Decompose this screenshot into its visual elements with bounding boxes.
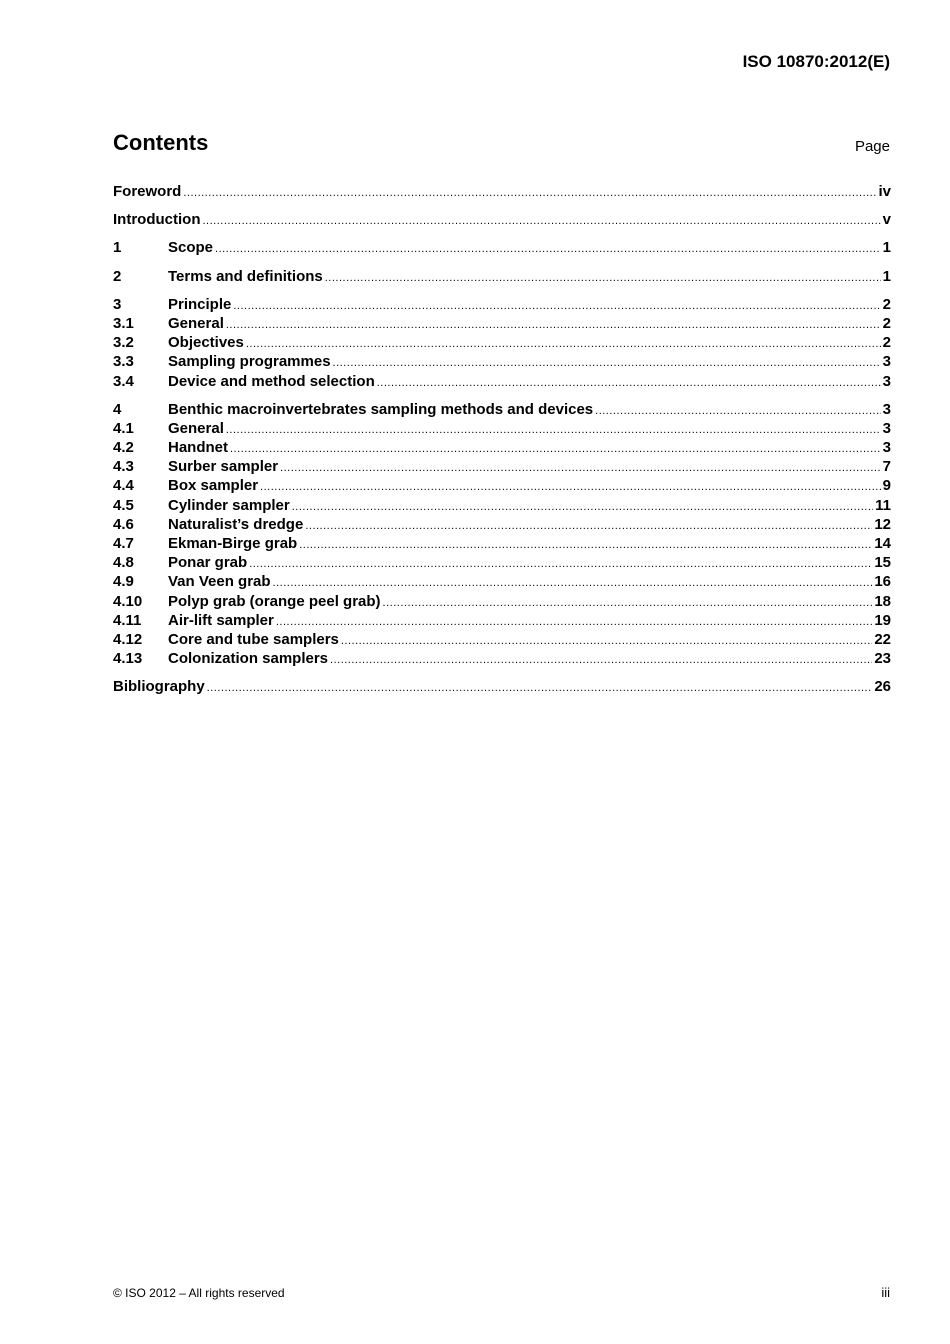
toc-entry-page: 3 (882, 439, 891, 457)
dot-leader (280, 462, 881, 474)
toc-entry-page: iv (878, 183, 891, 200)
dot-leader (249, 558, 872, 570)
toc-entry-number: 1 (113, 239, 122, 257)
dot-leader (383, 597, 873, 609)
toc-entry-page: 9 (882, 477, 891, 495)
dot-leader (207, 682, 873, 694)
toc-entry-label: Van Veen grab (168, 573, 271, 591)
toc-entry-number: 4.3 (113, 458, 134, 476)
toc-entry-page: 16 (874, 573, 891, 591)
dot-leader (246, 338, 881, 350)
toc-entry-label: Objectives (168, 334, 244, 352)
toc-entry-page: 1 (882, 267, 891, 285)
dot-leader (377, 377, 881, 389)
toc-entry-page: 2 (882, 314, 891, 332)
toc-entry-label: Device and method selection (168, 372, 375, 390)
dot-leader (230, 443, 881, 455)
toc-entry-4-13[interactable] (113, 650, 891, 669)
toc-entry-label: Polyp grab (orange peel grab) (168, 592, 381, 610)
toc-entry-label: Benthic macroinvertebrates sampling methods and devices (168, 400, 594, 418)
toc-entry-number: 4.9 (113, 573, 134, 591)
toc-entry-page: v (882, 211, 891, 229)
toc-entry-number: 4.11 (113, 611, 142, 629)
toc-entry-number: 3.4 (113, 372, 134, 390)
toc-entry-page: 3 (882, 419, 891, 437)
toc-entry-page: 2 (882, 295, 891, 313)
dot-leader (341, 635, 872, 647)
toc-entry-label: Air-lift sampler (168, 611, 274, 629)
toc-entry-label: Cylinder sampler (168, 496, 290, 514)
dot-leader (215, 243, 881, 255)
dot-leader (273, 577, 873, 589)
copyright-notice: © ISO 2012 – All rights reserved (113, 1286, 285, 1300)
toc-entry-4-11[interactable] (113, 612, 891, 631)
toc-entry-number: 4.6 (113, 515, 134, 533)
toc-entry-number: 4.12 (113, 630, 143, 648)
toc-entry-4[interactable] (113, 401, 891, 420)
toc-entry-number: 2 (113, 267, 122, 285)
page-number: iii (881, 1285, 890, 1300)
toc-entry-4-4[interactable] (113, 477, 891, 496)
toc-entry-page: 12 (874, 515, 891, 533)
toc-entry-label: Terms and definitions (168, 267, 323, 285)
toc-entry-page: 2 (882, 334, 891, 352)
dot-leader (299, 539, 872, 551)
toc-entry-label: Box sampler (168, 477, 259, 495)
toc-entry-label: Naturalist’s dredge (168, 515, 304, 533)
toc-entry-3-1[interactable] (113, 315, 891, 334)
dot-leader (333, 357, 881, 369)
toc-entry-number: 4.7 (113, 535, 134, 552)
toc-entry-4-7[interactable] (113, 535, 891, 554)
toc-entry-bibliography[interactable] (113, 678, 891, 697)
toc-entry-terms[interactable] (113, 268, 891, 287)
toc-entry-number: 4.10 (113, 592, 143, 610)
toc-entry-page: 22 (874, 630, 891, 648)
toc-entry-page: 1 (882, 239, 891, 257)
dot-leader (330, 654, 872, 666)
toc-entry-page: 14 (874, 535, 891, 552)
toc-entry-label: Foreword (113, 183, 182, 200)
toc-entry-4-8[interactable] (113, 554, 891, 573)
toc-entry-label: Ponar grab (168, 554, 248, 572)
toc-entry-3-4[interactable] (113, 373, 891, 392)
dot-leader (276, 616, 872, 628)
toc-entry-number: 4.1 (113, 419, 134, 437)
dot-leader (183, 187, 876, 199)
toc-entry-4-6[interactable] (113, 516, 891, 535)
dot-leader (305, 520, 872, 532)
toc-entry-number: 3.2 (113, 334, 134, 352)
dot-leader (226, 319, 881, 331)
toc-entry-3-2[interactable] (113, 334, 891, 353)
toc-entry-label: Surber sampler (168, 458, 279, 476)
toc-entry-4-1[interactable] (113, 420, 891, 439)
toc-entry-introduction[interactable] (113, 211, 891, 230)
toc-entry-label: Scope (168, 239, 214, 257)
toc-entry-4-12[interactable] (113, 631, 891, 650)
toc-entry-label: Ekman-Birge grab (168, 535, 298, 552)
toc-entry-4-3[interactable] (113, 458, 891, 477)
toc-entry-number: 4.13 (113, 650, 143, 668)
toc-entry-label: Bibliography (113, 678, 205, 696)
toc-entry-scope[interactable] (113, 239, 891, 258)
toc-entry-number: 3 (113, 295, 122, 313)
toc-entry-label: Core and tube samplers (168, 630, 339, 648)
toc-entry-foreword[interactable] (113, 183, 891, 202)
toc-entry-4-5[interactable] (113, 497, 891, 516)
toc-entry-4-10[interactable] (113, 593, 891, 612)
document-id: ISO 10870:2012(E) (742, 52, 890, 71)
toc-entry-4-9[interactable] (113, 573, 891, 592)
toc-entry-label: General (168, 419, 224, 437)
dot-leader (233, 300, 880, 312)
dot-leader (226, 424, 881, 436)
table-of-contents (113, 183, 891, 698)
toc-entry-number: 4.2 (113, 439, 134, 457)
toc-entry-principle[interactable] (113, 296, 891, 315)
toc-entry-number: 4.4 (113, 477, 134, 495)
toc-entry-label: Principle (168, 295, 232, 313)
toc-entry-number: 3.3 (113, 353, 134, 371)
dot-leader (202, 215, 880, 227)
toc-entry-number: 4.8 (113, 554, 134, 572)
toc-entry-page: 23 (874, 650, 891, 668)
dot-leader (292, 501, 873, 513)
toc-entry-label: Handnet (168, 439, 228, 457)
toc-entry-page: 11 (875, 496, 891, 514)
toc-entry-number: 4.5 (113, 496, 134, 514)
toc-entry-page: 3 (882, 353, 891, 371)
dot-leader (595, 405, 881, 417)
dot-leader (325, 272, 881, 284)
toc-entry-label: General (168, 314, 224, 332)
toc-entry-page: 7 (882, 458, 891, 476)
toc-entry-number: 4 (113, 400, 122, 418)
toc-entry-label: Colonization samplers (168, 650, 329, 668)
toc-entry-page: 26 (874, 678, 891, 696)
dot-leader (260, 481, 881, 493)
toc-entry-page: 3 (882, 372, 891, 390)
toc-entry-page: 18 (874, 592, 891, 610)
toc-entry-label: Sampling programmes (168, 353, 331, 371)
toc-entry-page: 19 (874, 611, 891, 629)
toc-entry-page: 15 (874, 554, 891, 572)
toc-entry-page: 3 (882, 400, 891, 418)
toc-entry-number: 3.1 (113, 314, 134, 332)
page-title: Contents (113, 130, 209, 155)
toc-entry-4-2[interactable] (113, 439, 891, 458)
toc-entry-label: Introduction (113, 211, 201, 229)
toc-entry-3-3[interactable] (113, 353, 891, 372)
page-column-label: Page (854, 138, 890, 155)
